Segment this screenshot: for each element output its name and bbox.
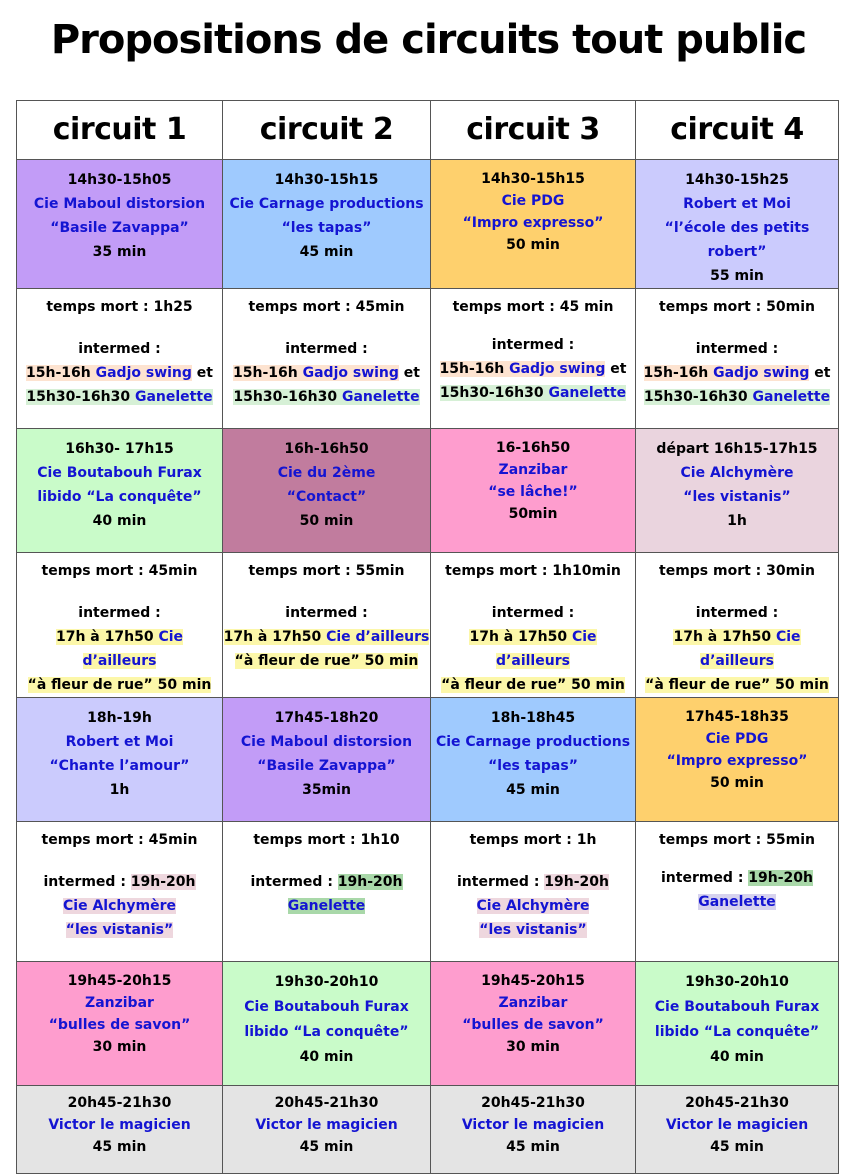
show-duration: 35 min: [92, 244, 147, 260]
intermed-label: intermed :: [78, 341, 161, 357]
intermed-time: 15h30-16h30: [643, 389, 748, 405]
intermed-act: Gadjo swing: [713, 365, 810, 381]
show-title: “se lâche!”: [488, 484, 578, 500]
show-cell: [636, 962, 839, 1086]
show-title: “l’école des petits robert”: [664, 220, 810, 260]
show-time: 14h30-15h05: [67, 172, 172, 188]
show-cell: [17, 698, 223, 822]
show-title: “Contact”: [286, 489, 367, 505]
show-time: 20h45-21h30: [274, 1095, 379, 1111]
show-company: Victor le magicien: [461, 1117, 605, 1133]
show-title: “Basile Zavappa”: [257, 758, 396, 774]
intermed-label: intermed :: [250, 874, 333, 890]
intermed-and: et: [814, 365, 831, 381]
intermed-time: 15h-16h: [26, 365, 91, 381]
show-company: Cie Carnage productions: [435, 734, 631, 750]
temps-mort: temps mort : 45 min: [452, 299, 614, 315]
intermed-act: Gadjo swing: [509, 361, 606, 377]
show-time: 20h45-21h30: [67, 1095, 172, 1111]
gap-cell: [431, 822, 636, 962]
gap-cell: [223, 553, 431, 698]
show-company: Cie PDG: [501, 193, 565, 209]
temps-mort: temps mort : 1h10min: [445, 563, 621, 579]
temps-mort: temps mort : 55min: [659, 832, 815, 848]
temps-mort: temps mort : 45min: [41, 563, 198, 579]
intermed-label: intermed :: [456, 874, 540, 890]
show-duration: 40 min: [92, 513, 147, 529]
show-time: 20h45-21h30: [685, 1095, 789, 1111]
intermed-act: Gadjo swing: [95, 365, 192, 381]
intermed-show: “les vistanis”: [65, 922, 174, 938]
show-company: Robert et Moi: [65, 734, 174, 750]
intermed-label: intermed :: [491, 337, 575, 353]
show-company: Cie Boutabouh Furax: [37, 465, 202, 481]
show-company: Cie PDG: [705, 731, 769, 747]
show-duration: 1h: [109, 782, 130, 798]
intermed-and: et: [196, 365, 213, 381]
temps-mort: temps mort : 30min: [659, 563, 815, 579]
show-cell: [431, 1086, 636, 1174]
show-row: [17, 698, 839, 822]
show-duration: 45 min: [710, 1139, 764, 1155]
show-row: [17, 429, 839, 553]
show-title: “Impro expresso”: [666, 753, 808, 769]
show-cell: [431, 962, 636, 1086]
show-duration: 45 min: [299, 1139, 354, 1155]
show-title: “bulles de savon”: [462, 1017, 604, 1033]
gap-cell: [636, 553, 839, 698]
intermed-label: intermed :: [43, 874, 126, 890]
show-company: Robert et Moi: [683, 196, 791, 212]
schedule-table: [16, 100, 839, 1174]
show-cell: [431, 429, 636, 553]
show-title: libido “La conquête”: [244, 1024, 409, 1040]
intermed-time: 15h30-16h30: [233, 389, 338, 405]
intermed-label: intermed :: [285, 605, 368, 621]
show-time: 19h45-20h15: [67, 973, 172, 989]
show-title: “Chante l’amour”: [49, 758, 190, 774]
temps-mort: temps mort : 1h25: [46, 299, 193, 315]
intermed-time: 19h-20h: [130, 874, 196, 890]
intermed-act: Ganelette: [698, 894, 776, 910]
gap-cell: [223, 822, 431, 962]
show-company: Victor le magicien: [255, 1117, 398, 1133]
show-company: Cie Boutabouh Furax: [244, 999, 409, 1015]
intermed-act: Cie d’ailleurs: [326, 629, 430, 645]
intermed-and: et: [610, 361, 627, 377]
intermed-show: “à fleur de rue” 50 min: [27, 677, 212, 693]
show-time: 19h30-20h10: [274, 974, 379, 990]
show-row: [17, 962, 839, 1086]
show-duration: 45 min: [92, 1139, 147, 1155]
intermed-time: 17h à 17h50: [223, 629, 322, 645]
show-duration: 30 min: [92, 1039, 147, 1055]
temps-mort: temps mort : 55min: [248, 563, 405, 579]
show-duration: 35min: [302, 782, 351, 798]
intermed-show: “à fleur de rue” 50 min: [234, 653, 419, 669]
intermed-time: 15h-16h: [233, 365, 298, 381]
show-company: Victor le magicien: [665, 1117, 809, 1133]
intermed-time: 17h à 17h50: [673, 629, 772, 645]
show-cell: [431, 160, 636, 289]
intermed-act: Ganelette: [341, 389, 420, 405]
show-duration: 45 min: [506, 782, 560, 798]
intermed-act: Cie d’ailleurs: [82, 629, 184, 669]
show-cell: [636, 698, 839, 822]
show-title: “les tapas”: [488, 758, 578, 774]
intermed-act: Ganelette: [134, 389, 213, 405]
show-cell: [636, 160, 839, 289]
show-cell: [223, 429, 431, 553]
show-company: Zanzibar: [498, 995, 568, 1011]
show-time: 17h45-18h20: [274, 710, 379, 726]
intermed-time: 15h-16h: [643, 365, 709, 381]
intermed-label: intermed :: [695, 605, 779, 621]
intermed-act: Ganelette: [752, 389, 831, 405]
intermed-time: 15h-16h: [439, 361, 505, 377]
show-duration: 40 min: [710, 1049, 764, 1065]
gap-cell: [17, 289, 223, 429]
intermed-label: intermed :: [78, 605, 161, 621]
gap-cell: [636, 289, 839, 429]
gap-cell: [636, 822, 839, 962]
show-company: Cie Maboul distorsion: [240, 734, 413, 750]
show-duration: 45 min: [299, 244, 354, 260]
intermed-time: 17h à 17h50: [55, 629, 154, 645]
circuit-header: circuit 3: [431, 101, 636, 160]
intermed-label: intermed :: [491, 605, 575, 621]
intermed-and: et: [403, 365, 420, 381]
show-time: départ 16h15-17h15: [656, 441, 818, 457]
show-cell: [17, 1086, 223, 1174]
show-cell: [17, 962, 223, 1086]
gap-cell: [17, 822, 223, 962]
intermed-act: Cie Alchymère: [63, 898, 176, 914]
show-duration: 50 min: [506, 237, 560, 253]
gap-row: [17, 289, 839, 429]
show-cell: [636, 429, 839, 553]
intermed-act: Cie d’ailleurs: [496, 629, 597, 669]
show-duration: 30 min: [506, 1039, 560, 1055]
show-title: libido “La conquête”: [654, 1024, 820, 1040]
show-time: 17h45-18h35: [685, 709, 789, 725]
intermed-act: Gadjo swing: [302, 365, 399, 381]
gap-row: [17, 553, 839, 698]
show-company: Zanzibar: [498, 462, 568, 478]
circuit-header: circuit 2: [223, 101, 431, 160]
gap-row: [17, 822, 839, 962]
intermed-label: intermed :: [695, 341, 779, 357]
show-cell: [223, 160, 431, 289]
intermed-show: “à fleur de rue” 50 min: [645, 677, 829, 693]
show-time: 14h30-15h25: [685, 172, 789, 188]
show-company: Cie Carnage productions: [229, 196, 424, 212]
temps-mort: temps mort : 1h: [469, 832, 597, 848]
show-time: 18h-19h: [87, 710, 152, 726]
intermed-time: 15h30-16h30: [439, 385, 544, 401]
intermed-act: Cie Alchymère: [476, 898, 590, 914]
show-company: Cie Maboul distorsion: [33, 196, 206, 212]
temps-mort: temps mort : 45min: [248, 299, 405, 315]
intermed-time: 15h30-16h30: [26, 389, 131, 405]
show-title: “bulles de savon”: [48, 1017, 191, 1033]
temps-mort: temps mort : 50min: [659, 299, 815, 315]
show-time: 19h45-20h15: [481, 973, 585, 989]
show-duration: 50 min: [710, 775, 764, 791]
intermed-label: intermed :: [660, 870, 744, 886]
show-cell: [223, 962, 431, 1086]
intermed-time: 19h-20h: [748, 870, 814, 886]
show-title: “les vistanis”: [683, 489, 791, 505]
show-time: 16h30- 17h15: [65, 441, 174, 457]
show-company: Cie Boutabouh Furax: [654, 999, 820, 1015]
gap-cell: [431, 553, 636, 698]
show-time: 19h30-20h10: [685, 974, 789, 990]
show-duration: 45 min: [506, 1139, 560, 1155]
show-duration: 55 min: [710, 268, 764, 284]
show-time: 14h30-15h15: [274, 172, 379, 188]
show-title: libido “La conquête”: [37, 489, 202, 505]
show-time: 20h45-21h30: [481, 1095, 585, 1111]
show-duration: 40 min: [299, 1049, 354, 1065]
show-company: Cie du 2ème: [277, 465, 376, 481]
page-title: Propositions de circuits tout public: [50, 17, 807, 63]
show-cell: [17, 160, 223, 289]
show-row: [17, 160, 839, 289]
show-time: 14h30-15h15: [481, 171, 585, 187]
show-title: “Impro expresso”: [462, 215, 604, 231]
circuit-header: circuit 4: [636, 101, 839, 160]
temps-mort: temps mort : 1h10: [253, 832, 400, 848]
show-title: “les tapas”: [281, 220, 372, 236]
intermed-act: Ganelette: [548, 385, 627, 401]
show-company: Victor le magicien: [48, 1117, 191, 1133]
show-duration: 1h: [727, 513, 747, 529]
intermed-label: intermed :: [285, 341, 368, 357]
intermed-show: “à fleur de rue” 50 min: [441, 677, 625, 693]
show-company: Zanzibar: [85, 995, 154, 1011]
show-title: “Basile Zavappa”: [50, 220, 189, 236]
intermed-show: “les vistanis”: [479, 922, 587, 938]
show-row: [17, 1086, 839, 1174]
show-duration: 50 min: [299, 513, 354, 529]
show-cell: [223, 698, 431, 822]
intermed-time: 19h-20h: [544, 874, 610, 890]
intermed-time: 17h à 17h50: [469, 629, 568, 645]
gap-cell: [431, 289, 636, 429]
show-cell: [636, 1086, 839, 1174]
show-company: Cie Alchymère: [680, 465, 794, 481]
temps-mort: temps mort : 45min: [41, 832, 198, 848]
gap-cell: [17, 553, 223, 698]
header-row: [17, 101, 839, 160]
show-time: 16-16h50: [495, 440, 571, 456]
gap-cell: [223, 289, 431, 429]
circuit-header: circuit 1: [17, 101, 223, 160]
show-cell: [223, 1086, 431, 1174]
show-time: 18h-18h45: [490, 710, 576, 726]
show-cell: [17, 429, 223, 553]
show-cell: [431, 698, 636, 822]
intermed-time: 19h-20h: [337, 874, 403, 890]
show-time: 16h-16h50: [284, 441, 369, 457]
show-duration: 50min: [508, 506, 558, 522]
intermed-act: Ganelette: [287, 898, 366, 914]
intermed-act: Cie d’ailleurs: [700, 629, 801, 669]
